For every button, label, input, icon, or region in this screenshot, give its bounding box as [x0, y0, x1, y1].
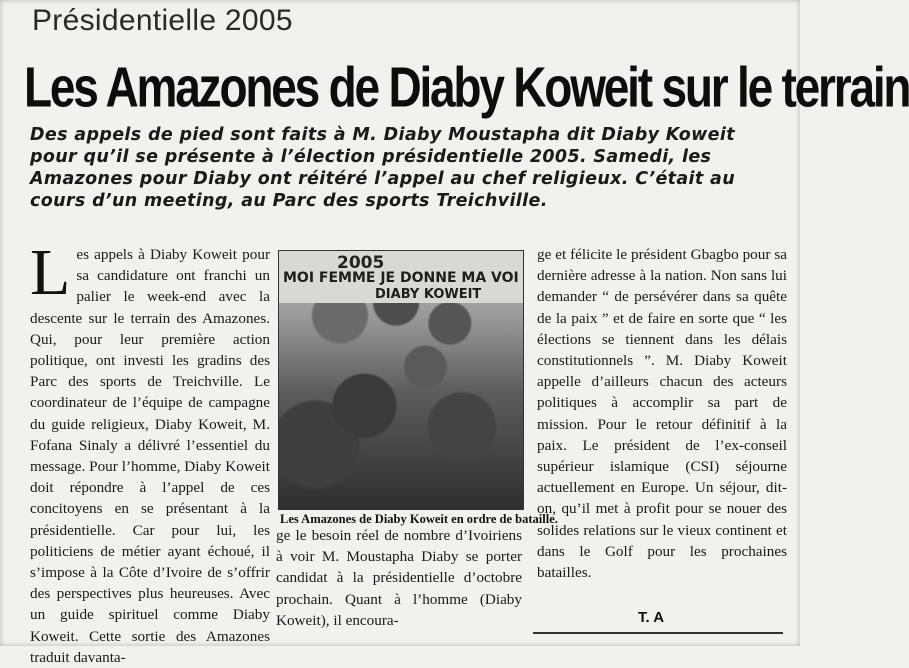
- column-3-text: ge et félicite le président Gbagbo pour sa dernière adresse à la nation. Non sans lui demander “ de persévérer dans sa quête de la paix ” et de faire en sorte que “ les élections se tiennent dans les délais constitutionnels ”. M. Diaby Koweit appelle d’ailleurs chacun des acteurs politiques à accomplir sa part de mission. Pour le retour définitif à la paix. Le président de l’ex-conseil supérieur islamique (CSI) séjourne actuellement en Europe. Un séjour, dit-on, qu’il met à profit pour se nouer des solides relations sur le vieux continent et dans le Golf pour les prochaines batailles.: [537, 246, 787, 582]
- banner-year: 2005: [337, 253, 385, 273]
- column-1-text: es appels à Diaby Koweit pour sa candidature ont franchi un palier le week-end avec la descente sur le terrain des Amazones. Qui, pour leur première action politique, ont investi les gradins des Parc des sports de Treichville. Le coordinateur de l’équipe de campagne du guide religieux, Diaby Koweit, M. Fofana Sinaly a délivré l’essentiel du message. Pour l’homme, Diaby Koweit doit répondre à l’appel de ces concitoyens en se présentant à la présidentielle. Car pour lui, les politiciens de métier ayant échoué, il s’impose à la Côte d’Ivoire de s’offrir des perspectives plus heureuses. Avec un guide spirituel comme Diaby Koweit. Cette sortie des Amazones traduit davanta-: [30, 246, 270, 666]
- banner-name: DIABY KOWEIT: [375, 287, 482, 302]
- drop-cap: L: [30, 236, 71, 309]
- body-column-1: [30, 236, 270, 668]
- article-photo: [278, 250, 524, 510]
- column-end-rule: [533, 632, 783, 634]
- article-lede: Des appels de pied sont faits à M. Diaby Moustapha dit Diaby Koweit pour qu’il se présente à l’élection présidentielle 2005. Samedi, les Amazones pour Diaby ont réitéré l’appel au chef religieux. C’était au cours d’un meeting, au Parc des sports Treichville.: [30, 125, 736, 211]
- photo-banner: [279, 251, 523, 303]
- body-column-2: [276, 525, 522, 631]
- banner-slogan: MOI FEMME JE DONNE MA VOI: [283, 270, 519, 286]
- author-signature: T. A: [638, 609, 665, 626]
- body-column-3: [537, 244, 787, 583]
- photo-caption: Les Amazones de Diaby Koweit en ordre de bataille.: [280, 512, 558, 526]
- column-2-text: ge le besoin réel de nombre d’Ivoiriens à voir M. Moustapha Diaby se porter candidat à la présidentielle d’octobre prochain. Quant à l’homme (Diaby Koweit), il encoura-: [276, 527, 522, 629]
- article-headline: Les Amazones de Diaby Koweit sur le terrain: [24, 55, 909, 119]
- section-rubric: Présidentielle 2005: [32, 4, 293, 37]
